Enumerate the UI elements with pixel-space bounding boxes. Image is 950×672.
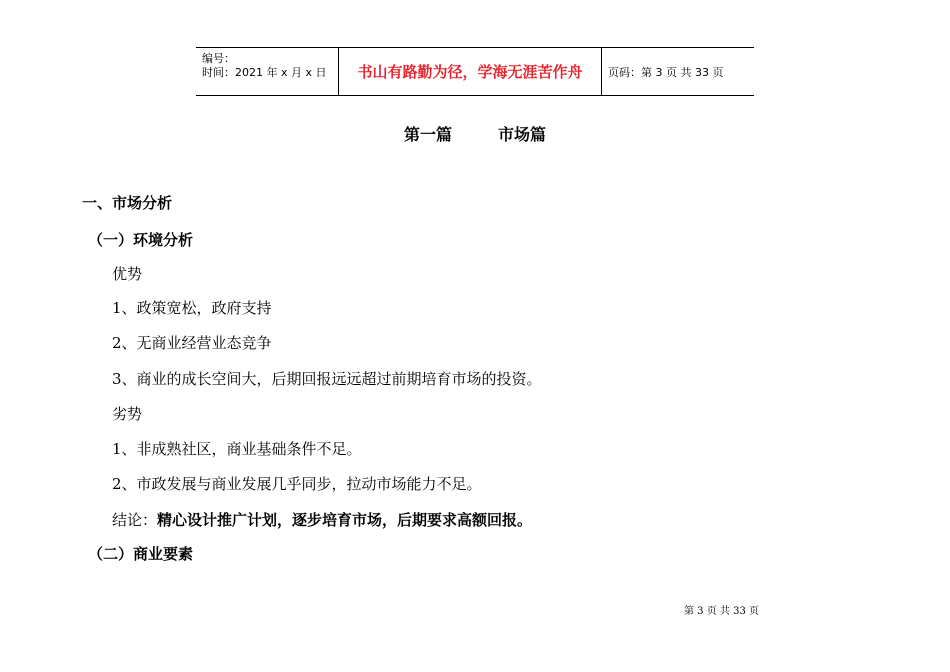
strength-item: 3、商业的成长空间大，后期回报远远超过前期培育市场的投资。 <box>112 370 542 388</box>
header-time-label: 时间：2021 年 x 月 x 日 <box>202 66 327 79</box>
page-header-table <box>196 47 754 96</box>
weakness-item: 1、非成熟社区，商业基础条件不足。 <box>112 440 362 458</box>
strength-item: 1、政策宽松，政府支持 <box>112 299 272 317</box>
conclusion-text: 精心设计推广计划，逐步培育市场，后期要求高额回报。 <box>157 511 533 529</box>
weakness-item: 2、市政发展与商业发展几乎同步，拉动市场能力不足。 <box>112 475 482 493</box>
chapter-name: 市场篇 <box>498 125 547 144</box>
conclusion-label: 结论： <box>112 511 158 529</box>
header-slogan: 书山有路勤为径，学海无涯苦作舟 <box>338 48 602 95</box>
page-footer: 第 3 页 共 33 页 <box>684 606 759 617</box>
header-number-label: 编号： <box>202 52 235 65</box>
strengths-label: 优势 <box>112 265 143 283</box>
conclusion-paragraph <box>112 509 532 530</box>
header-left-cell <box>196 48 338 95</box>
chapter-title <box>0 122 950 145</box>
subsection-heading-commerce: （二）商业要素 <box>88 545 194 563</box>
section-heading: 一、市场分析 <box>82 194 173 212</box>
header-page-code: 页码：第 3 页 共 33 页 <box>608 65 724 79</box>
strength-item: 2、无商业经营业态竞争 <box>112 334 272 352</box>
weaknesses-label: 劣势 <box>112 405 143 423</box>
chapter-number: 第一篇 <box>403 125 452 144</box>
subsection-heading-environment: （一）环境分析 <box>88 231 194 249</box>
